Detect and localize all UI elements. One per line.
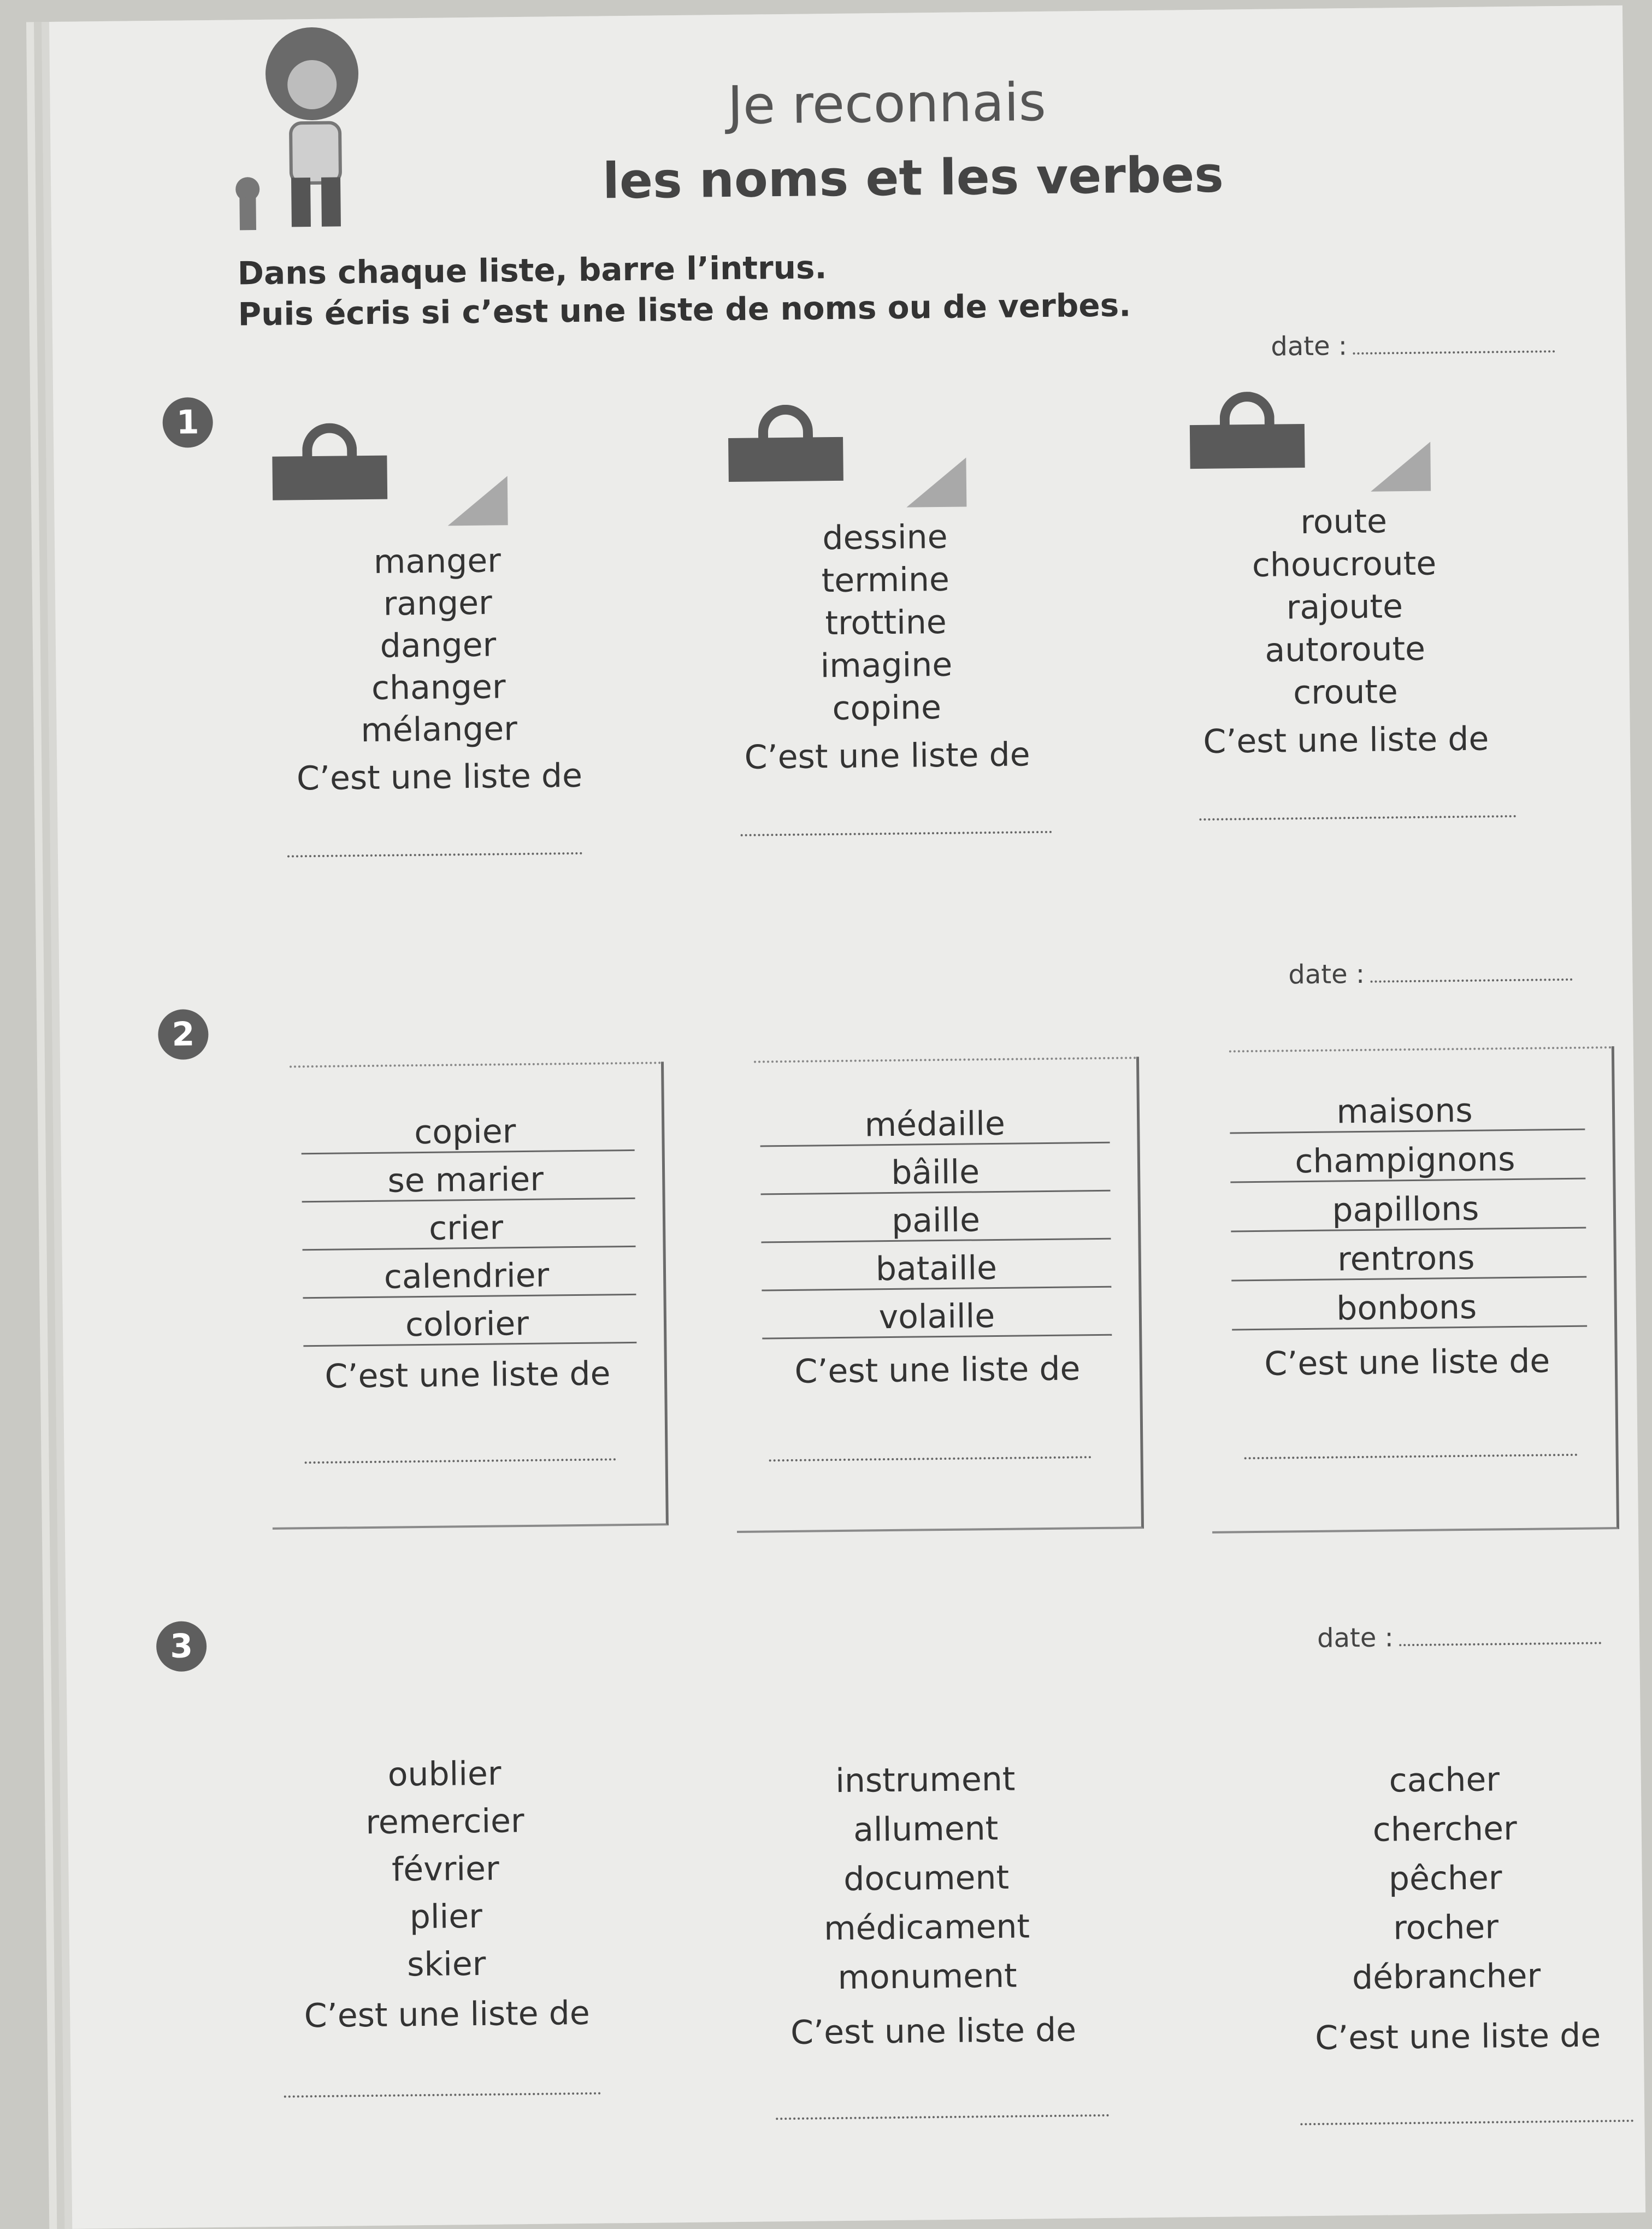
conclusion-label: C’est une liste de <box>744 735 1030 777</box>
list-item[interactable]: rajoute <box>1286 587 1403 627</box>
date-blank[interactable] <box>1353 350 1555 355</box>
title-line-1: Je reconnais <box>727 71 1047 137</box>
bag-icon <box>1219 392 1275 427</box>
list-item[interactable]: février <box>391 1849 500 1889</box>
list-item[interactable]: copier <box>414 1112 516 1152</box>
exercise-2-date: date : <box>1288 957 1572 990</box>
date-blank[interactable] <box>1370 978 1572 983</box>
answer-blank[interactable] <box>776 2114 1109 2120</box>
list-item[interactable]: cacher <box>1389 1760 1500 1800</box>
list-item[interactable]: skier <box>406 1944 486 1984</box>
list-item[interactable]: allument <box>853 1809 999 1849</box>
list-item[interactable]: rentrons <box>1337 1239 1475 1279</box>
list-item[interactable]: plier <box>409 1897 483 1937</box>
conclusion-label: C’est une liste de <box>794 1349 1081 1391</box>
list-item[interactable]: ranger <box>383 583 493 623</box>
answer-blank[interactable] <box>284 2092 601 2098</box>
list-item[interactable]: volaille <box>878 1297 995 1337</box>
instruction-line-1: Dans chaque liste, barre l’intrus. <box>237 249 827 292</box>
list-item[interactable]: médaille <box>864 1104 1006 1145</box>
list-item[interactable]: bâille <box>890 1153 980 1192</box>
list-item[interactable]: oublier <box>387 1754 502 1794</box>
list-item[interactable]: route <box>1300 502 1388 542</box>
character-illustration <box>208 23 406 233</box>
list-item[interactable]: colorier <box>405 1304 529 1345</box>
title-line-2: les noms et les verbes <box>602 146 1224 210</box>
list-item[interactable]: maisons <box>1336 1091 1473 1131</box>
list-item[interactable]: trottine <box>825 603 947 643</box>
exercise-3-number: 3 <box>156 1621 207 1672</box>
answer-blank[interactable] <box>741 831 1052 836</box>
list-item[interactable]: médicament <box>823 1907 1030 1948</box>
list-item[interactable]: chercher <box>1372 1809 1518 1849</box>
list-item[interactable]: débrancher <box>1352 1956 1541 1997</box>
worksheet-page <box>49 5 1645 2229</box>
conclusion-label: C’est une liste de <box>296 756 583 798</box>
answer-blank[interactable] <box>287 852 582 858</box>
list-item[interactable]: copine <box>832 688 942 728</box>
list-item[interactable]: se marier <box>387 1160 544 1200</box>
conclusion-label: C’est une liste de <box>1314 2016 1601 2057</box>
list-item[interactable]: croute <box>1293 673 1399 712</box>
answer-blank[interactable] <box>1300 2120 1633 2125</box>
bag-icon <box>272 456 387 500</box>
bag-icon <box>1190 424 1305 469</box>
list-item[interactable]: manger <box>373 541 502 581</box>
list-item[interactable]: mélanger <box>360 710 518 750</box>
date-blank[interactable] <box>1399 1642 1601 1646</box>
list-item[interactable]: dessine <box>822 517 948 558</box>
list-item[interactable]: autoroute <box>1265 629 1426 670</box>
list-item[interactable]: paille <box>891 1201 981 1240</box>
triangle-icon <box>1370 442 1431 492</box>
list-item[interactable]: changer <box>371 668 506 707</box>
list-item[interactable]: choucroute <box>1252 544 1437 585</box>
instruction-line-2: Puis écris si c’est une liste de noms ou de verbes. <box>238 286 1131 333</box>
list-item[interactable]: remercier <box>365 1802 525 1842</box>
list-item[interactable]: instrument <box>835 1760 1016 1801</box>
exercise-3-date: date : <box>1317 1620 1601 1653</box>
conclusion-label: C’est une liste de <box>790 2010 1077 2052</box>
bag-icon <box>302 423 357 458</box>
list-item[interactable]: imagine <box>820 645 953 686</box>
conclusion-label: C’est une liste de <box>324 1354 611 1396</box>
list-item[interactable]: bonbons <box>1336 1288 1477 1328</box>
list-item[interactable]: document <box>843 1858 1010 1898</box>
answer-blank[interactable] <box>1199 815 1516 821</box>
bag-icon <box>758 404 813 440</box>
list-item[interactable]: crier <box>428 1208 504 1248</box>
list-item[interactable]: champignons <box>1295 1140 1515 1181</box>
exercise-1-number: 1 <box>162 397 213 448</box>
list-item[interactable]: calendrier <box>384 1256 550 1296</box>
list-item[interactable]: papillons <box>1332 1189 1479 1230</box>
list-item[interactable]: termine <box>821 560 950 600</box>
conclusion-label: C’est une liste de <box>304 1994 591 2036</box>
exercise-2-number: 2 <box>158 1009 209 1060</box>
list-item[interactable]: rocher <box>1393 1908 1499 1948</box>
conclusion-label: C’est une liste de <box>1264 1342 1550 1383</box>
list-item[interactable]: pêcher <box>1388 1859 1502 1898</box>
list-item[interactable]: danger <box>380 626 497 665</box>
list-item[interactable]: bataille <box>875 1248 998 1289</box>
exercise-1-date: date : <box>1271 328 1555 362</box>
list-item[interactable]: monument <box>837 1956 1017 1997</box>
conclusion-label: C’est une liste de <box>1203 720 1489 761</box>
bag-icon <box>728 437 843 482</box>
triangle-icon <box>447 476 508 526</box>
triangle-icon <box>906 457 966 507</box>
